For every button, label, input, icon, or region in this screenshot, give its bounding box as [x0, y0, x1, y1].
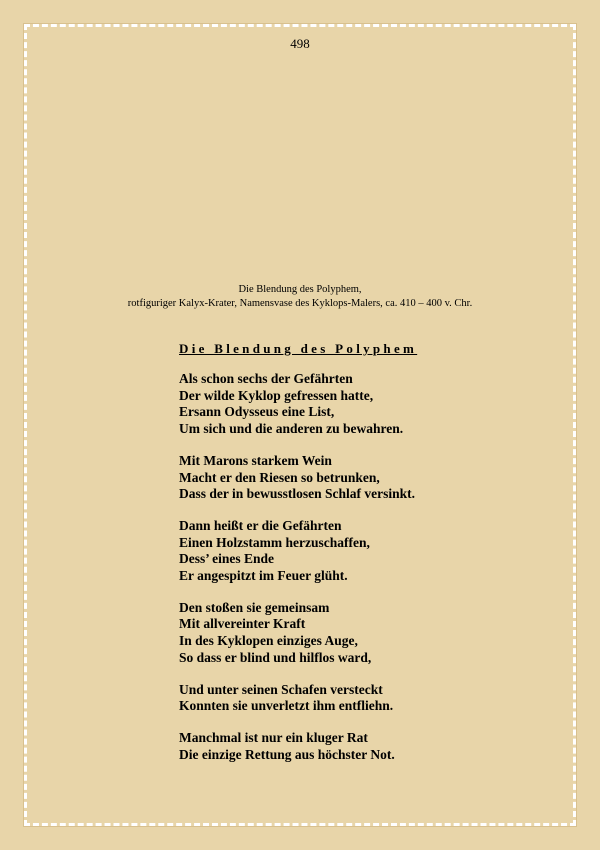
poem-line: Einen Holzstamm herzuschaffen,	[179, 534, 370, 550]
image-caption	[0, 283, 600, 311]
poem-line: Dann heißt er die Gefährten	[179, 517, 342, 533]
poem-line: Die einzige Rettung aus höchster Not.	[179, 746, 395, 762]
stanza	[179, 453, 559, 503]
caption-line-description: rotfiguriger Kalyx-Krater, Namensvase des Kyklops-Malers, ca. 410 – 400 v. Chr.	[127, 298, 473, 309]
poem-line: Dess’ eines Ende	[179, 551, 275, 567]
poem-line: Den stoßen sie gemeinsam	[179, 599, 330, 615]
stanza	[179, 518, 559, 585]
stanza	[179, 371, 559, 438]
page-number: 498	[290, 36, 310, 51]
poem-title: Die Blendung des Polyphem	[179, 341, 418, 356]
caption-line-title: Die Blendung des Polyphem,	[238, 284, 362, 295]
poem-line: Und unter seinen Schafen versteckt	[179, 681, 383, 697]
poem-line: Er angespitzt im Feuer glüht.	[179, 568, 348, 584]
poem-line: Konnten sie unverletzt ihm entfliehn.	[179, 698, 394, 714]
stanza	[179, 682, 559, 715]
poem-line: Mit allvereinter Kraft	[179, 616, 306, 632]
poem-line: Manchmal ist nur ein kluger Rat	[179, 729, 368, 745]
poem-line: Dass der in bewusstlosen Schlaf versinkt.	[179, 486, 416, 502]
poem	[179, 341, 559, 778]
poem-line: In des Kyklopen einziges Auge,	[179, 633, 358, 649]
poem-line: Als schon sechs der Gefährten	[179, 371, 353, 386]
poem-line: Um sich und die anderen zu bewahren.	[179, 421, 404, 437]
poem-line: Ersann Odysseus eine List,	[179, 404, 335, 420]
poem-line: Macht er den Riesen so betrunken,	[179, 469, 380, 485]
poem-line: Der wilde Kyklop gefressen hatte,	[179, 387, 374, 403]
poem-line: Mit Marons starkem Wein	[179, 452, 332, 468]
stanza	[179, 730, 559, 763]
poem-line: So dass er blind und hilflos ward,	[179, 649, 372, 665]
stanza	[179, 600, 559, 667]
